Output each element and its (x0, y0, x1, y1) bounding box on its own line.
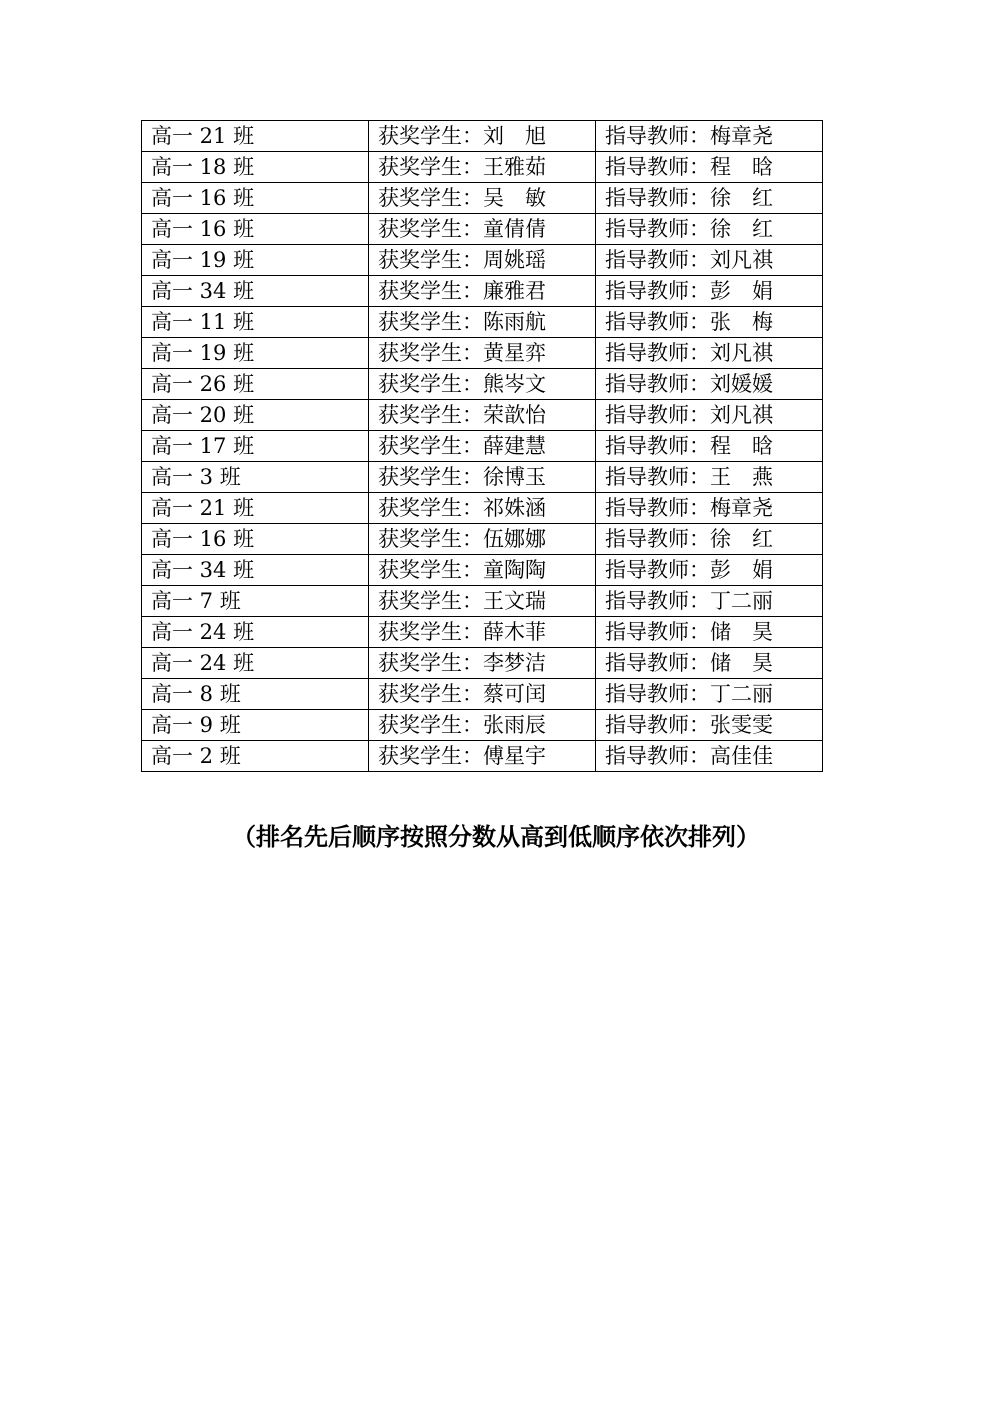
class-cell: 高一 8 班 (142, 679, 369, 710)
class-cell: 高一 11 班 (142, 307, 369, 338)
class-cell: 高一 3 班 (142, 462, 369, 493)
class-cell: 高一 16 班 (142, 183, 369, 214)
student-cell: 获奖学生：李梦洁 (369, 648, 596, 679)
class-cell: 高一 7 班 (142, 586, 369, 617)
table-row (142, 431, 823, 462)
table-row (142, 710, 823, 741)
class-cell: 高一 26 班 (142, 369, 369, 400)
student-cell: 获奖学生：廉雅君 (369, 276, 596, 307)
teacher-cell: 指导教师：徐 红 (596, 214, 823, 245)
class-cell: 高一 34 班 (142, 555, 369, 586)
student-cell: 获奖学生：薛木菲 (369, 617, 596, 648)
teacher-cell: 指导教师：刘媛媛 (596, 369, 823, 400)
teacher-cell: 指导教师：张 梅 (596, 307, 823, 338)
student-cell: 获奖学生：徐博玉 (369, 462, 596, 493)
table-row (142, 462, 823, 493)
student-cell: 获奖学生：童倩倩 (369, 214, 596, 245)
table-row (142, 245, 823, 276)
class-cell: 高一 16 班 (142, 214, 369, 245)
table-row (142, 648, 823, 679)
table-row (142, 214, 823, 245)
table-row (142, 121, 823, 152)
teacher-cell: 指导教师：彭 娟 (596, 276, 823, 307)
teacher-cell: 指导教师：梅章尧 (596, 493, 823, 524)
student-cell: 获奖学生：祁姝涵 (369, 493, 596, 524)
student-cell: 获奖学生：刘 旭 (369, 121, 596, 152)
teacher-cell: 指导教师：王 燕 (596, 462, 823, 493)
student-cell: 获奖学生：童陶陶 (369, 555, 596, 586)
teacher-cell: 指导教师：徐 红 (596, 183, 823, 214)
teacher-cell: 指导教师：程 晗 (596, 152, 823, 183)
table-row (142, 369, 823, 400)
table-row (142, 555, 823, 586)
class-cell: 高一 19 班 (142, 245, 369, 276)
student-cell: 获奖学生：王雅茹 (369, 152, 596, 183)
teacher-cell: 指导教师：储 昊 (596, 648, 823, 679)
class-cell: 高一 2 班 (142, 741, 369, 772)
class-cell: 高一 18 班 (142, 152, 369, 183)
class-cell: 高一 16 班 (142, 524, 369, 555)
class-cell: 高一 17 班 (142, 431, 369, 462)
teacher-cell: 指导教师：徐 红 (596, 524, 823, 555)
student-cell: 获奖学生：薛建慧 (369, 431, 596, 462)
student-cell: 获奖学生：张雨辰 (369, 710, 596, 741)
class-cell: 高一 19 班 (142, 338, 369, 369)
teacher-cell: 指导教师：程 晗 (596, 431, 823, 462)
table-row (142, 338, 823, 369)
teacher-cell: 指导教师：彭 娟 (596, 555, 823, 586)
student-cell: 获奖学生：黄星弈 (369, 338, 596, 369)
table-row (142, 617, 823, 648)
class-cell: 高一 21 班 (142, 493, 369, 524)
ranking-note: （排名先后顺序按照分数从高到低顺序依次排列） (232, 822, 760, 851)
teacher-cell: 指导教师：刘凡祺 (596, 400, 823, 431)
table-row (142, 524, 823, 555)
teacher-cell: 指导教师：高佳佳 (596, 741, 823, 772)
table-row (142, 307, 823, 338)
table-row (142, 741, 823, 772)
student-cell: 获奖学生：蔡可闰 (369, 679, 596, 710)
table-row (142, 183, 823, 214)
student-cell: 获奖学生：周姚瑶 (369, 245, 596, 276)
class-cell: 高一 24 班 (142, 648, 369, 679)
class-cell: 高一 34 班 (142, 276, 369, 307)
student-cell: 获奖学生：熊岑文 (369, 369, 596, 400)
table-row (142, 493, 823, 524)
award-table-body (142, 121, 823, 772)
teacher-cell: 指导教师：丁二丽 (596, 586, 823, 617)
award-table (141, 120, 823, 772)
table-row (142, 586, 823, 617)
table-row (142, 152, 823, 183)
teacher-cell: 指导教师：储 昊 (596, 617, 823, 648)
table-row (142, 276, 823, 307)
student-cell: 获奖学生：傅星宇 (369, 741, 596, 772)
student-cell: 获奖学生：王文瑞 (369, 586, 596, 617)
class-cell: 高一 24 班 (142, 617, 369, 648)
class-cell: 高一 20 班 (142, 400, 369, 431)
class-cell: 高一 9 班 (142, 710, 369, 741)
teacher-cell: 指导教师：刘凡祺 (596, 338, 823, 369)
teacher-cell: 指导教师：丁二丽 (596, 679, 823, 710)
teacher-cell: 指导教师：张雯雯 (596, 710, 823, 741)
teacher-cell: 指导教师：梅章尧 (596, 121, 823, 152)
teacher-cell: 指导教师：刘凡祺 (596, 245, 823, 276)
table-row (142, 679, 823, 710)
student-cell: 获奖学生：荣歆怡 (369, 400, 596, 431)
table-row (142, 400, 823, 431)
student-cell: 获奖学生：吴 敏 (369, 183, 596, 214)
student-cell: 获奖学生：陈雨航 (369, 307, 596, 338)
student-cell: 获奖学生：伍娜娜 (369, 524, 596, 555)
class-cell: 高一 21 班 (142, 121, 369, 152)
